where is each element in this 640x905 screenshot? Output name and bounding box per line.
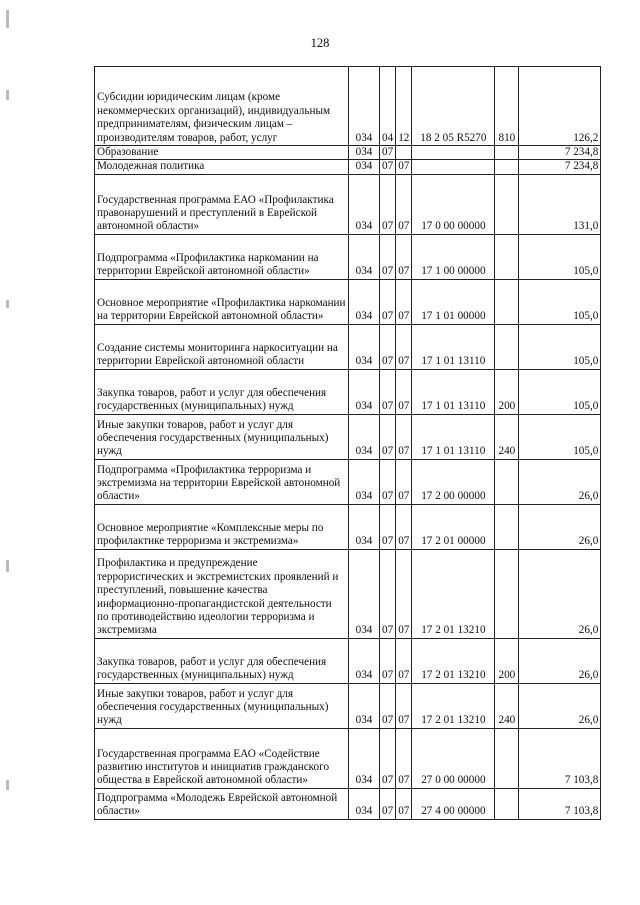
row-expense-type-code [495,160,519,174]
row-grbs-code: 034 [349,174,380,234]
row-expense-type-code: 240 [495,683,519,728]
row-name: Подпрограмма «Профилактика наркомании на территории Еврейской автономной области» [95,234,349,279]
row-target-article-code: 17 0 00 00000 [412,174,495,234]
row-amount: 105,0 [519,369,601,414]
table-row [95,324,601,369]
table-row [95,683,601,728]
row-section-code: 07 [380,504,396,549]
row-name: Иные закупки товаров, работ и услуг для обеспечения государственных (муниципальных) нужд [95,683,349,728]
row-expense-type-code [495,549,519,638]
row-target-article-code: 27 0 00 00000 [412,728,495,788]
row-amount: 26,0 [519,549,601,638]
row-expense-type-code [495,728,519,788]
table-row [95,638,601,683]
row-subsection-code: 07 [396,174,412,234]
row-amount: 131,0 [519,174,601,234]
row-expense-type-code [495,146,519,160]
row-expense-type-code: 810 [495,67,519,146]
row-name: Образование [95,146,349,160]
row-subsection-code: 07 [396,414,412,459]
row-section-code: 07 [380,638,396,683]
row-amount: 7 103,8 [519,728,601,788]
row-name: Государственная программа ЕАО «Содействие развитию институтов и инициатив гражданского общества в Еврейской автономной области» [95,728,349,788]
row-name: Профилактика и предупреждение террористических и экстремистских проявлений и преступлений, повышение качества информационно-пропагандистской деятельности по противодействию идеологии терроризма и экстремизма [95,549,349,638]
row-expense-type-code [495,174,519,234]
row-name: Основное мероприятие «Профилактика наркомании на территории Еврейской автономной области» [95,279,349,324]
table-row [95,504,601,549]
row-grbs-code: 034 [349,146,380,160]
row-section-code: 07 [380,459,396,504]
row-expense-type-code: 200 [495,369,519,414]
row-grbs-code: 034 [349,728,380,788]
row-grbs-code: 034 [349,638,380,683]
row-section-code: 07 [380,324,396,369]
row-subsection-code: 07 [396,279,412,324]
row-target-article-code: 18 2 05 R5270 [412,67,495,146]
row-subsection-code: 12 [396,67,412,146]
row-grbs-code: 034 [349,414,380,459]
row-amount: 105,0 [519,414,601,459]
table-row [95,67,601,146]
scan-margin-marks [6,0,24,905]
row-section-code: 07 [380,549,396,638]
row-section-code: 07 [380,174,396,234]
row-subsection-code: 07 [396,638,412,683]
row-target-article-code: 17 2 00 00000 [412,459,495,504]
row-amount: 7 234,8 [519,146,601,160]
row-target-article-code: 17 1 01 00000 [412,279,495,324]
row-name: Субсидии юридическим лицам (кроме некоммерческих организаций), индивидуальным предпринимателям, физическим лицам – производителям товаров, работ, услуг [95,67,349,146]
row-subsection-code: 07 [396,728,412,788]
row-amount: 105,0 [519,279,601,324]
row-section-code: 07 [380,146,396,160]
table-row [95,174,601,234]
row-amount: 105,0 [519,324,601,369]
row-section-code: 07 [380,160,396,174]
table-row [95,160,601,174]
table-row [95,549,601,638]
row-grbs-code: 034 [349,788,380,819]
row-subsection-code: 07 [396,324,412,369]
row-expense-type-code [495,504,519,549]
row-amount: 7 103,8 [519,788,601,819]
row-grbs-code: 034 [349,160,380,174]
row-expense-type-code: 240 [495,414,519,459]
row-amount: 26,0 [519,638,601,683]
row-grbs-code: 034 [349,67,380,146]
row-grbs-code: 034 [349,549,380,638]
page-number: 128 [310,36,330,50]
row-name: Иные закупки товаров, работ и услуг для обеспечения государственных (муниципальных) нужд [95,414,349,459]
row-name: Подпрограмма «Молодежь Еврейской автономной области» [95,788,349,819]
row-amount: 126,2 [519,67,601,146]
row-subsection-code [396,146,412,160]
row-subsection-code: 07 [396,234,412,279]
row-target-article-code: 27 4 00 00000 [412,788,495,819]
row-target-article-code: 17 1 01 13110 [412,324,495,369]
row-name: Создание системы мониторинга наркоситуации на территории Еврейской автономной области [95,324,349,369]
row-amount: 105,0 [519,234,601,279]
row-target-article-code: 17 2 01 13210 [412,549,495,638]
row-grbs-code: 034 [349,369,380,414]
table-row [95,234,601,279]
row-subsection-code: 07 [396,788,412,819]
row-target-article-code: 17 1 00 00000 [412,234,495,279]
row-grbs-code: 034 [349,324,380,369]
row-grbs-code: 034 [349,234,380,279]
table-row [95,728,601,788]
row-target-article-code [412,146,495,160]
budget-table [94,66,601,820]
row-subsection-code: 07 [396,683,412,728]
table-row [95,369,601,414]
row-target-article-code: 17 2 01 13210 [412,683,495,728]
table-row [95,414,601,459]
row-section-code: 04 [380,67,396,146]
table-row [95,146,601,160]
row-subsection-code: 07 [396,369,412,414]
row-amount: 26,0 [519,459,601,504]
table-row [95,788,601,819]
row-section-code: 07 [380,369,396,414]
row-section-code: 07 [380,728,396,788]
row-expense-type-code [495,234,519,279]
row-subsection-code: 07 [396,160,412,174]
table-row [95,459,601,504]
row-subsection-code: 07 [396,459,412,504]
row-grbs-code: 034 [349,683,380,728]
row-target-article-code [412,160,495,174]
row-grbs-code: 034 [349,459,380,504]
row-grbs-code: 034 [349,279,380,324]
row-target-article-code: 17 1 01 13110 [412,414,495,459]
row-section-code: 07 [380,683,396,728]
row-subsection-code: 07 [396,549,412,638]
row-name: Основное мероприятие «Комплексные меры по профилактике терроризма и экстремизма» [95,504,349,549]
table-row [95,279,601,324]
row-section-code: 07 [380,788,396,819]
row-expense-type-code [495,279,519,324]
row-name: Молодежная политика [95,160,349,174]
row-expense-type-code: 200 [495,638,519,683]
row-target-article-code: 17 2 01 00000 [412,504,495,549]
row-expense-type-code [495,324,519,369]
row-amount: 26,0 [519,683,601,728]
row-expense-type-code [495,788,519,819]
row-section-code: 07 [380,414,396,459]
row-name: Закупка товаров, работ и услуг для обеспечения государственных (муниципальных) нужд [95,369,349,414]
row-name: Государственная программа ЕАО «Профилактика правонарушений и преступлений в Еврейской автономной области» [95,174,349,234]
row-grbs-code: 034 [349,504,380,549]
row-name: Закупка товаров, работ и услуг для обеспечения государственных (муниципальных) нужд [95,638,349,683]
row-amount: 7 234,8 [519,160,601,174]
row-subsection-code: 07 [396,504,412,549]
row-target-article-code: 17 2 01 13210 [412,638,495,683]
row-target-article-code: 17 1 01 13110 [412,369,495,414]
row-amount: 26,0 [519,504,601,549]
row-name: Подпрограмма «Профилактика терроризма и экстремизма на территории Еврейской автономной области» [95,459,349,504]
row-section-code: 07 [380,234,396,279]
row-expense-type-code [495,459,519,504]
row-section-code: 07 [380,279,396,324]
